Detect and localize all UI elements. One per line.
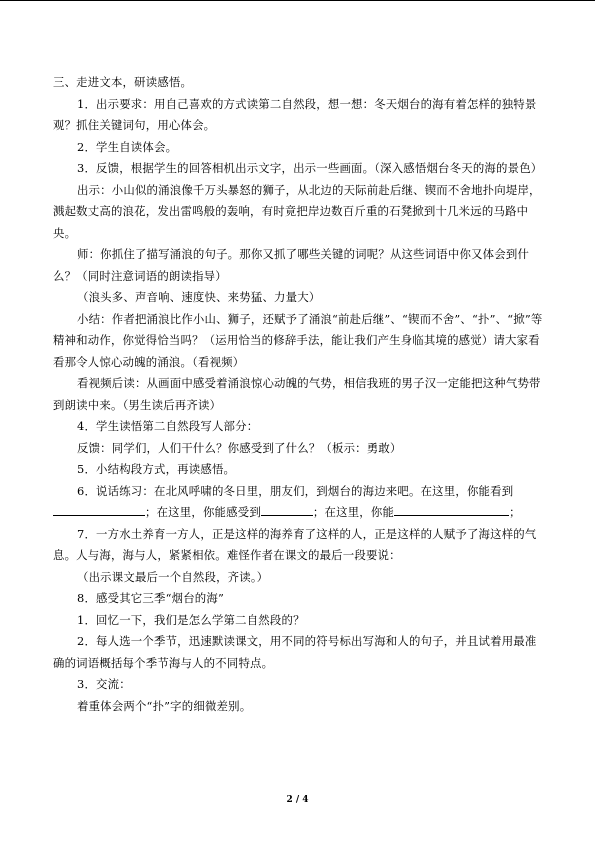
exercise-text: ； (509, 505, 521, 519)
paragraph: 7．一方水土养育一方人，正是这样的海养育了这样的人，正是这样的人赋予了海这样的气息。人与海，海与人，紧紧相依。难怪作者在课文的最后一段要说： (53, 526, 537, 562)
paragraph: 2．每人选一个季节，迅速默读课文，用不同的符号标出写海和人的句子，并且试着用最准确的词语概括每个季节海与人的不同特点。 (53, 634, 537, 670)
paragraph: 师：你抓住了描写涌浪的句子。那你又抓了哪些关键的词呢？从这些词语中你又体会到什么？（同时注意词语的朗读指导） (53, 247, 530, 283)
paragraph: 小结：作者把涌浪比作小山、狮子，还赋予了涌浪“前赴后继”、“锲而不舍”、“扑”、“掀”等精神和动作，你觉得恰当吗？（运用恰当的修辞手法，能让我们产生身临其境的感觉）请大家看看那令人惊心动魄的涌浪。（看视频） (53, 311, 543, 369)
keyword-list: （浪头多、声音响、速度快、来势猛、力量大） (77, 290, 321, 304)
header-rule (0, 0, 595, 1)
paragraph: 2．学生自读体会。 (77, 139, 178, 154)
paragraph: 看视频后读：从画面中感受着涌浪惊心动魄的气势，相信我班的男子汉一定能把这种气势带到朗读中来。（男生读后再齐读） (53, 376, 541, 412)
paragraph: 8．感受其它三季“烟台的海” (77, 591, 224, 605)
exercise-text: ；在这里，你能 (312, 505, 395, 519)
page-number: 2 / 4 (286, 795, 309, 805)
fill-blank (53, 503, 145, 516)
paragraph: 1．回忆一下，我们是怎么学第二自然段的？ (77, 612, 305, 627)
paragraph: 3．反馈，根据学生的回答相机出示文字，出示一些画面。（深入感悟烟台冬天的海的景色） (77, 161, 543, 175)
quoted-passage: 出示：小山似的涌浪像千万头暴怒的狮子，从北边的天际前赴后继、锲而不舍地扑向堤岸，溅起数丈高的浪花，发出雷鸣般的轰响，有时竟把岸边数百斤重的石凳掀到十几米远的马路中央。 (53, 182, 541, 240)
fill-blank (261, 503, 313, 516)
paragraph: 1．出示要求：用自己喜欢的方式读第二自然段，想一想：冬天烟台的海有着怎样的独特景观？抓住关键词句，用心体会。 (53, 96, 537, 132)
fill-blank (394, 503, 509, 516)
document-body (0, 72, 595, 717)
paragraph: 反馈：同学们，人们干什么？你感受到了什么？（板示：勇敢） (77, 440, 402, 455)
exercise-text: ；在这里，你能感受到 (145, 505, 261, 519)
paragraph: （出示课文最后一个自然段，齐读。） (77, 569, 269, 584)
paragraph: 4．学生读悟第二自然段写人部分： (77, 419, 259, 433)
section-heading: 三、走进文本，研读感悟。 (53, 75, 193, 89)
fill-in-exercise (53, 481, 548, 524)
paragraph: 3．交流： (77, 677, 131, 691)
paragraph: 5．小结构段方式，再读感悟。 (77, 462, 236, 476)
exercise-text: 6．说话练习：在北风呼啸的冬日里，朋友们，到烟台的海边来吧。在这里，你能看到 (77, 483, 514, 498)
paragraph: 着重体会两个“扑”字的细微差别。 (77, 698, 252, 713)
